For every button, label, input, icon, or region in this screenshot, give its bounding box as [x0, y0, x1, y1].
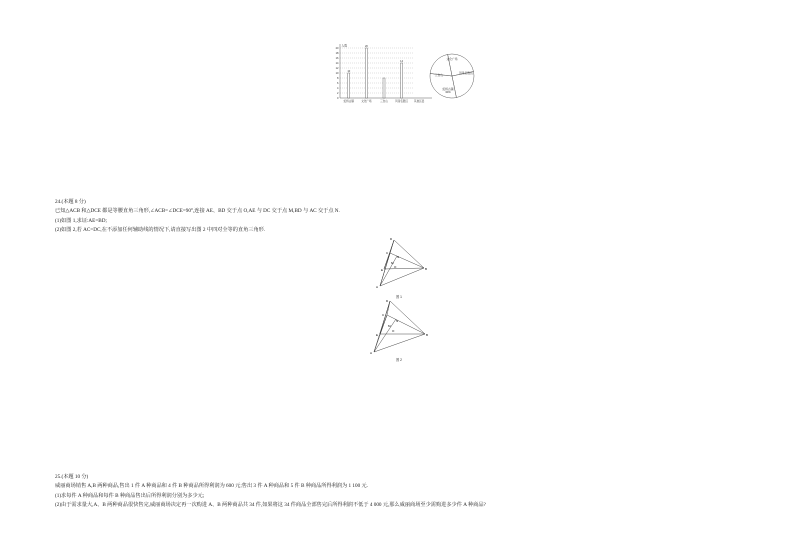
fig1-label-c: C: [386, 251, 389, 255]
q24-line2: (1)如图 1,求证:AE=BD;: [55, 218, 107, 224]
pie-slice: [430, 73, 456, 98]
x-tick-label: 文化广场: [361, 100, 372, 103]
segment-ab: [374, 334, 425, 352]
segment-db: [394, 240, 424, 268]
data-label: 10: [347, 70, 351, 74]
segment-ab: [380, 268, 424, 286]
q25-line1: 威丽商场销售 A,B 两种商品,售出 1 件 A 种商品和 4 件 B 种商品所得利润为 600 元;售出 3 件 A 种商品和 5 件 B 种商品所得利润为 1 100 元.: [55, 483, 368, 489]
fig2-label-d: D: [386, 299, 389, 303]
fig1-label-m: M: [391, 261, 394, 265]
y-tick-label: 12: [335, 67, 339, 70]
data-label: 14: [400, 60, 404, 64]
q25-line2: (1)求每件 A 种商品和每件 B 种商品售出后所得利润分别为多少元;: [55, 493, 205, 499]
x-tick-label: 其他区县: [414, 100, 425, 103]
segment-cd: [387, 301, 390, 315]
y-tick-label: 4: [337, 87, 339, 90]
y-tick-label: 2: [337, 92, 339, 95]
fig1-label-b: B: [425, 267, 428, 271]
fig2-label-b: B: [426, 333, 429, 337]
y-tick-label: 0: [337, 97, 339, 100]
q25-header: 25.(本题 10 分): [55, 474, 89, 480]
fig2-label-o: O: [392, 329, 395, 333]
segment-cd: [390, 240, 394, 253]
figure-2: [368, 298, 432, 356]
fig1-label-o: O: [394, 265, 397, 269]
fig2-label-c: C: [382, 313, 385, 317]
pie-chart: [426, 52, 486, 104]
y-tick-label: 6: [337, 82, 339, 85]
bar: [401, 63, 403, 98]
y-axis-label: 人数: [341, 43, 348, 48]
pie-label: 虹桥古镇: [442, 87, 454, 91]
bar: [383, 78, 385, 98]
bar: [365, 48, 367, 98]
x-tick-label: 风景名胜区: [395, 100, 409, 103]
bar-chart: [326, 42, 438, 108]
pie-label: 30%: [445, 90, 451, 95]
segment-de: [380, 301, 390, 334]
fig1-label-a: A: [376, 285, 379, 289]
y-tick-label: 10: [335, 72, 339, 75]
fig2-label-m: M: [388, 324, 391, 328]
q25-line3: (2)由于需求量大,A、B 两种商品很快售完,威丽商场决定再一次购进 A、B 两种商品共 34 件,如果将这 34 件商品全部售完后所得利润不低于 4 000 元,那么威丽商场至少需购进多少件 A 种商品?: [55, 502, 486, 508]
fig1-label-e: E: [381, 268, 384, 272]
q24-line1: 已知△ACB 和△DCE 都是等腰直角三角形,∠ACB=∠DCE=90°,连接 AE、BD 交于点 O,AE 与 DC 交于点 M,BD 与 AC 交于点 N.: [55, 208, 340, 214]
y-tick-label: 8: [337, 77, 339, 80]
x-tick-label: 虹桥古镇: [343, 100, 354, 103]
pie-label: 风景名胜区: [459, 71, 473, 75]
y-tick-label: 14: [335, 62, 339, 65]
y-tick-label: 16: [335, 57, 339, 60]
figure-1: [370, 236, 430, 292]
fig2-label-e: E: [376, 333, 379, 337]
bar: [348, 73, 350, 98]
fig2-label-a: A: [370, 351, 373, 355]
fig2-label-n: N: [396, 319, 399, 323]
fig2-caption: 图 2: [396, 358, 402, 362]
x-tick-label: 三台山: [380, 100, 388, 103]
segment-db: [390, 301, 425, 334]
q24-line3: (2)如图 2,若 AC=DC,在不添加任何辅助线的情况下,请直接写出图 2 中四对全等的直角三角形.: [55, 227, 266, 233]
data-label: 20: [364, 45, 368, 49]
fig1-caption: 图 1: [396, 295, 402, 299]
pie-label: 文化广场: [446, 57, 458, 61]
fig1-label-d: D: [390, 237, 393, 241]
pie-label: 三台山: [434, 73, 444, 77]
fig1-label-n: N: [397, 255, 400, 259]
y-tick-label: 18: [335, 52, 339, 55]
y-tick-label: 20: [335, 47, 339, 50]
q24-header: 24.(本题 8 分): [55, 199, 86, 205]
